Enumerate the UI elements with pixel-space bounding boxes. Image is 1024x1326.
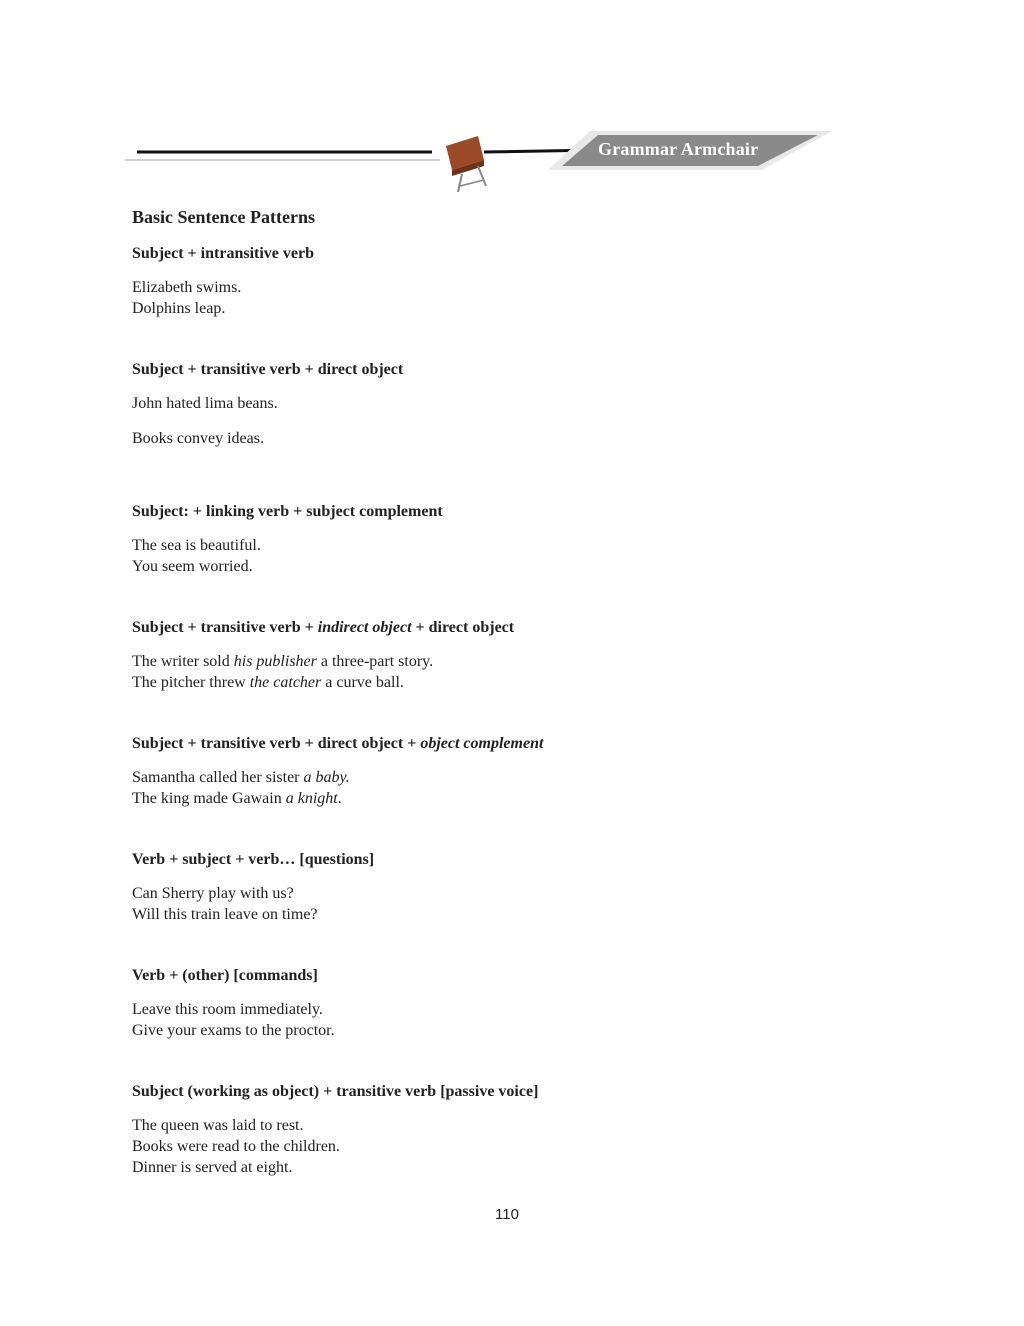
text-run: + direct object xyxy=(411,619,515,636)
text-run: The writer sold xyxy=(132,653,234,670)
example-sentence xyxy=(132,1115,912,1136)
example-sentence xyxy=(132,1020,912,1041)
example-sentence xyxy=(132,1136,912,1157)
text-run: You seem worried. xyxy=(132,558,253,575)
italic-text: a knight xyxy=(285,790,338,807)
example-sentence xyxy=(132,651,912,672)
example-sentences xyxy=(132,535,912,577)
example-sentence xyxy=(132,767,912,788)
text-run: Subject (working as object) + transitive verb [passive voice] xyxy=(132,1083,539,1100)
document-body xyxy=(132,205,912,1178)
text-run: a three-part story. xyxy=(316,653,434,670)
text-run: Give your exams to the proctor. xyxy=(132,1022,335,1039)
page-number: 110 xyxy=(495,1206,519,1223)
text-run: Verb + subject + verb… [questions] xyxy=(132,851,375,868)
text-run: Dolphins leap. xyxy=(132,300,226,317)
text-run: Will this train leave on time? xyxy=(132,906,318,923)
text-run: The pitcher threw xyxy=(132,674,250,691)
header-banner xyxy=(0,0,1024,200)
text-run: Samantha called her sister xyxy=(132,769,304,786)
pattern-section xyxy=(132,243,912,319)
banner-title: Grammar Armchair xyxy=(598,139,759,159)
example-sentences xyxy=(132,999,912,1041)
text-run: Elizabeth swims. xyxy=(132,279,242,296)
example-sentence xyxy=(132,393,912,414)
pattern-heading xyxy=(132,965,912,987)
example-sentence xyxy=(132,556,912,577)
example-sentences xyxy=(132,277,912,319)
italic-text: a baby. xyxy=(303,769,350,786)
text-run: The queen was laid to rest. xyxy=(132,1117,304,1134)
text-run: Can Sherry play with us? xyxy=(132,885,294,902)
text-run: . xyxy=(337,790,342,807)
text-run: Leave this room immediately. xyxy=(132,1001,323,1018)
pattern-section xyxy=(132,359,912,449)
text-run: John hated lima beans. xyxy=(132,395,278,412)
text-run: The king made Gawain xyxy=(132,790,286,807)
pattern-heading xyxy=(132,1081,912,1103)
pattern-section xyxy=(132,849,912,925)
text-run: The sea is beautiful. xyxy=(132,537,261,554)
italic-text: his publisher xyxy=(233,653,317,670)
example-sentence xyxy=(132,883,912,904)
example-sentence xyxy=(132,535,912,556)
text-run: Verb + (other) [commands] xyxy=(132,967,318,984)
example-sentence xyxy=(132,428,912,449)
school-desk-icon xyxy=(446,136,486,192)
text-run: Subject + intransitive verb xyxy=(132,245,314,262)
italic-text: indirect object xyxy=(317,619,412,636)
text-run: Subject + transitive verb + direct object + xyxy=(132,735,421,752)
example-sentence xyxy=(132,672,912,693)
pattern-section xyxy=(132,617,912,693)
example-sentence xyxy=(132,298,912,319)
pattern-heading xyxy=(132,359,912,381)
example-sentence xyxy=(132,277,912,298)
pattern-section xyxy=(132,733,912,809)
page-title: Basic Sentence Patterns xyxy=(132,207,315,227)
text-run: Subject: + linking verb + subject complement xyxy=(132,503,443,520)
sentence-patterns-list xyxy=(132,243,912,1178)
pattern-heading xyxy=(132,243,912,265)
example-sentence xyxy=(132,999,912,1020)
pattern-heading xyxy=(132,617,912,639)
pattern-heading xyxy=(132,733,912,755)
example-sentences xyxy=(132,651,912,693)
header-graphic xyxy=(0,0,1024,200)
example-sentences xyxy=(132,393,912,449)
text-run: Subject + transitive verb + xyxy=(132,619,318,636)
example-sentences xyxy=(132,1115,912,1178)
example-sentences xyxy=(132,883,912,925)
pattern-heading xyxy=(132,501,912,523)
text-run: Subject + transitive verb + direct object xyxy=(132,361,404,378)
italic-text: the catcher xyxy=(249,674,322,691)
pattern-heading xyxy=(132,849,912,871)
pattern-section xyxy=(132,501,912,577)
text-run: a curve ball. xyxy=(321,674,404,691)
pattern-section xyxy=(132,1081,912,1178)
italic-text: object complement xyxy=(420,735,544,752)
text-run: Books convey ideas. xyxy=(132,430,264,447)
example-sentence xyxy=(132,788,912,809)
pattern-section xyxy=(132,965,912,1041)
example-sentence xyxy=(132,1157,912,1178)
text-run: Dinner is served at eight. xyxy=(132,1159,293,1176)
text-run: Books were read to the children. xyxy=(132,1138,340,1155)
example-sentences xyxy=(132,767,912,809)
example-sentence xyxy=(132,904,912,925)
